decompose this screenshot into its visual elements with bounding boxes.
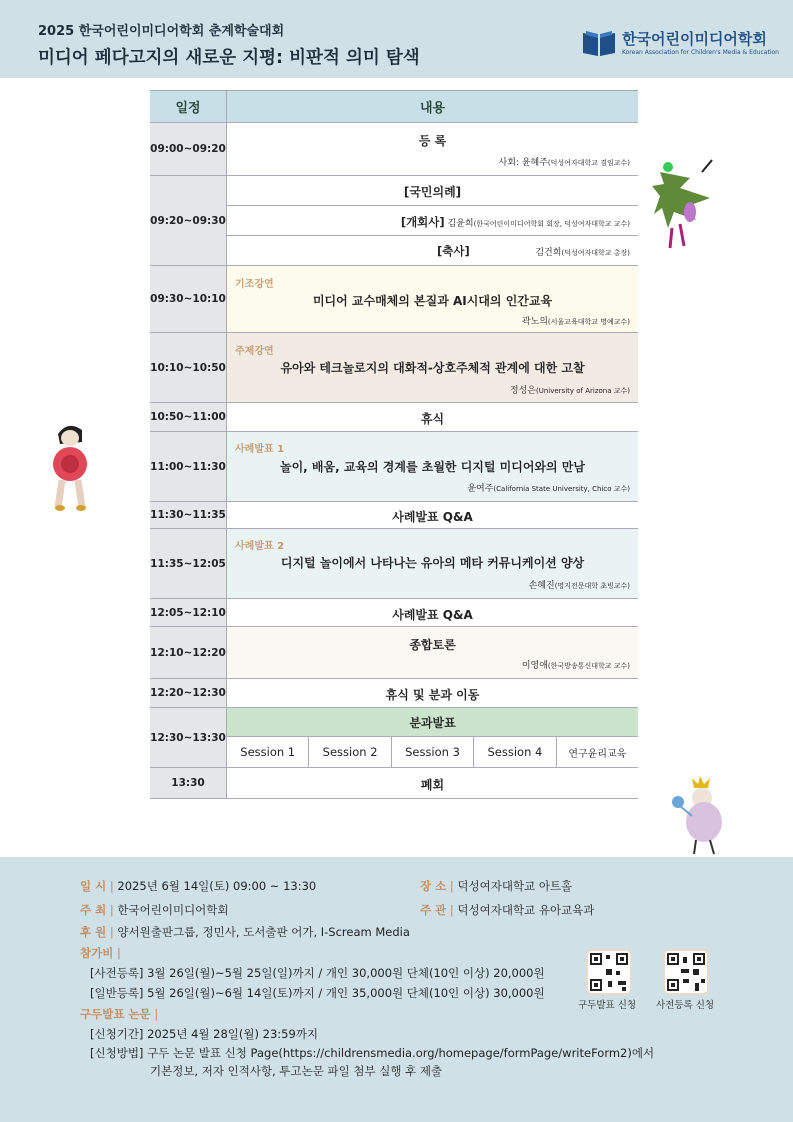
row-time: 12:20~12:30 xyxy=(150,679,227,707)
row-title: 디지털 놀이에서 나타나는 유아의 메타 커뮤니케이션 양상 xyxy=(280,556,585,570)
row-time: 11:30~11:35 xyxy=(150,502,227,528)
table-row xyxy=(150,599,638,627)
row-tag: 사례발표 1 xyxy=(235,444,285,455)
row-title: 종합토론 xyxy=(409,638,456,652)
table-row xyxy=(150,266,638,333)
paper-heading: 구두발표 논문 | xyxy=(80,1007,159,1021)
event-host: 주 최 | 한국어린이미디어학회 xyxy=(80,903,229,917)
row-time: 09:20~09:30 xyxy=(150,176,227,265)
event-organizer: 주 관 | 덕성여자대학교 유아교육과 xyxy=(420,903,595,917)
paper-method: [신청방법] 구두 논문 발표 신청 Page(https://childrensmedia.org/homepage/formPage/writeForm2)에서 xyxy=(90,1046,655,1060)
qr-code-icon xyxy=(588,951,630,993)
logo-korean-name: 한국어린이미디어학회 xyxy=(622,30,767,48)
col-content-header: 내용 xyxy=(227,91,638,122)
event-place: 장 소 | 덕성여자대학교 아트홀 xyxy=(420,879,573,893)
row-title: 폐회 xyxy=(420,778,445,792)
table-row xyxy=(150,176,638,266)
fee-early: [사전등록] 3월 26일(월)~5월 25일(일)까지 / 개인 30,000원 단체(10인 이상) 20,000원 xyxy=(90,966,545,980)
schedule-table xyxy=(150,90,638,799)
qr-code-registration[interactable] xyxy=(663,949,709,995)
table-row xyxy=(150,333,638,403)
open-book-icon xyxy=(582,29,616,57)
table-row xyxy=(150,708,638,768)
qr-code-oral[interactable] xyxy=(586,949,632,995)
row-title: 휴식 및 분과 이동 xyxy=(385,688,480,702)
row-tag: 주제강연 xyxy=(235,346,274,357)
row-time: 10:10~10:50 xyxy=(150,333,227,402)
row-time: 09:30~10:10 xyxy=(150,266,227,332)
table-row xyxy=(150,627,638,679)
breakout-sessions-title: 분과발표 xyxy=(227,708,638,737)
fee-regular: [일반등록] 5월 26일(월)~6월 14일(토)까지 / 개인 35,000원 단체(10인 이상) 30,000원 xyxy=(90,986,545,1000)
row-time: 11:00~11:30 xyxy=(150,432,227,501)
conference-title: 미디어 페다고지의 새로운 지평: 비판적 의미 탐색 xyxy=(38,48,420,68)
session-item: Session 3 xyxy=(392,737,474,767)
row-speaker: 이영애(한국방송통신대학교 교수) xyxy=(521,661,630,671)
row-tag: 사례발표 2 xyxy=(235,541,285,552)
session-item: Session 2 xyxy=(309,737,391,767)
leaf-child-illustration xyxy=(650,158,722,254)
row-speaker: 곽노의(서울교육대학교 명예교수) xyxy=(521,317,630,327)
flower-child-illustration xyxy=(48,420,94,514)
col-time-header: 일정 xyxy=(150,91,227,122)
header xyxy=(0,0,793,78)
congratulatory-speech: [축사] 김건희(덕성여자대학교 총장) xyxy=(437,244,630,258)
conference-subtitle: 2025 한국어린이미디어학회 춘계학술대회 xyxy=(38,24,285,39)
table-row xyxy=(150,403,638,432)
row-time: 11:35~12:05 xyxy=(150,529,227,598)
session-item: Session 1 xyxy=(227,737,309,767)
qr-code-icon xyxy=(665,951,707,993)
row-time: 09:00~09:20 xyxy=(150,123,227,175)
footer-info xyxy=(0,857,793,1122)
event-date: 일 시 | 2025년 6월 14일(토) 09:00 ~ 13:30 xyxy=(80,879,317,893)
society-logo xyxy=(582,27,779,63)
row-time: 10:50~11:00 xyxy=(150,403,227,431)
table-row xyxy=(150,768,638,799)
fee-heading: 참가비 | xyxy=(80,946,121,960)
row-title: 사례발표 Q&A xyxy=(392,608,473,622)
row-speaker: 윤여주(California State University, Chico 교수) xyxy=(467,484,630,494)
session-list xyxy=(227,737,638,767)
row-title: 휴식 xyxy=(420,412,445,426)
row-speaker: 사회: 윤혜주(덕성여자대학교 겸임교수) xyxy=(498,158,630,168)
session-item: Session 4 xyxy=(474,737,556,767)
row-speaker: 정성은(University of Arizona 교수) xyxy=(509,386,630,396)
table-row xyxy=(150,123,638,176)
row-title: 등 록 xyxy=(418,134,447,148)
table-row xyxy=(150,432,638,502)
table-header xyxy=(150,91,638,123)
crown-child-illustration xyxy=(668,772,732,856)
national-ceremony: [국민의례] xyxy=(403,185,462,199)
opening-speech: [개회사] 김윤희(한국어린이미디어학회 회장, 덕성여자대학교 교수) xyxy=(400,215,630,229)
row-speaker: 손혜진(명지전문대학 초빙교수) xyxy=(528,581,630,591)
row-tag: 기조강연 xyxy=(235,279,274,290)
qr-caption-oral: 구두발표 신청 xyxy=(578,1000,637,1011)
row-time: 13:30 xyxy=(150,768,227,798)
qr-caption-registration: 사전등록 신청 xyxy=(656,1000,715,1011)
table-row xyxy=(150,679,638,708)
row-title: 사례발표 Q&A xyxy=(392,510,473,524)
table-row xyxy=(150,502,638,529)
row-title: 미디어 교수매체의 본질과 AI시대의 인간교육 xyxy=(312,294,553,308)
paper-period: [신청기간] 2025년 4월 28일(월) 23:59까지 xyxy=(90,1027,319,1041)
row-title: 놀이, 배움, 교육의 경계를 초월한 디지털 미디어와의 만남 xyxy=(280,460,585,474)
logo-english-name: Korean Association for Children's Media & Education xyxy=(622,49,779,56)
row-time: 12:05~12:10 xyxy=(150,599,227,626)
session-item: 연구윤리교육 xyxy=(568,748,627,760)
event-sponsor: 후 원 | 양서원출판그룹, 정민사, 도서출판 어가, I-Scream Media xyxy=(80,925,410,939)
table-row xyxy=(150,529,638,599)
row-title: 유아와 테크놀로지의 대화적-상호주체적 관계에 대한 고찰 xyxy=(280,361,585,375)
row-time: 12:30~13:30 xyxy=(150,708,227,767)
paper-method-detail: 기본정보, 저자 인적사항, 투고논문 파일 첨부 실행 후 제출 xyxy=(150,1064,443,1078)
row-time: 12:10~12:20 xyxy=(150,627,227,678)
